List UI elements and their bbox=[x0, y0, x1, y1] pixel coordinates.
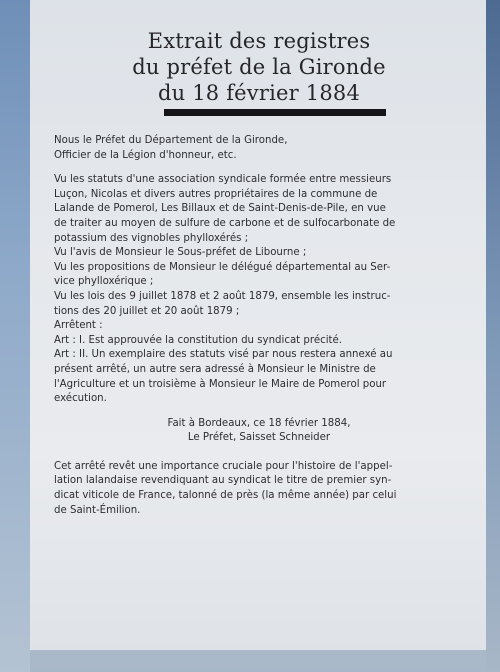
decree-line: tions des 20 juillet et 20 août 1879 ; bbox=[54, 305, 240, 317]
signature-block bbox=[54, 417, 464, 446]
conclusion-line: de Saint-Émilion. bbox=[54, 504, 141, 516]
document-title bbox=[54, 28, 464, 106]
decree-line: Vu les lois des 9 juillet 1878 et 2 août 1879, ensemble les instruc- bbox=[54, 290, 391, 302]
intro-line: Officier de la Légion d'honneur, etc. bbox=[54, 149, 237, 161]
conclusion-block bbox=[54, 460, 464, 518]
decree-line: présent arrêté, un autre sera adressé à Monsieur le Ministre de bbox=[54, 363, 376, 375]
decree-line: Vu les statuts d'une association syndicale formée entre messieurs bbox=[54, 174, 392, 186]
intro-line: Nous le Préfet du Département de la Gironde, bbox=[54, 135, 288, 146]
decree-line: Lalande de Pomerol, Les Billaux et de Saint-Denis-de-Pile, en vue bbox=[54, 203, 386, 215]
document-body bbox=[54, 134, 464, 518]
paragraph-gap bbox=[54, 163, 464, 173]
decree-block bbox=[54, 173, 464, 407]
signature-line: Le Préfet, Saisset Schneider bbox=[187, 432, 331, 444]
decree-line: exécution. bbox=[54, 393, 107, 405]
title-line: du 18 février 1884 bbox=[157, 81, 361, 105]
decree-line: Vu l'avis de Monsieur le Sous-préfet de Libourne ; bbox=[54, 247, 307, 259]
sky-background-right bbox=[486, 0, 500, 672]
decree-line: l'Agriculture et un troisième à Monsieur le Maire de Pomerol pour bbox=[54, 378, 387, 390]
conclusion-line: dicat viticole de France, talonné de près (la même année) par celui bbox=[54, 490, 397, 502]
conclusion-line: lation lalandaise revendiquant au syndicat le titre de premier syn- bbox=[54, 475, 392, 487]
title-line: Extrait des registres bbox=[147, 29, 371, 53]
decree-line: Vu les propositions de Monsieur le délégué départemental au Ser- bbox=[54, 261, 391, 273]
sky-background-left bbox=[0, 0, 30, 672]
title-line: du préfet de la Gironde bbox=[132, 55, 386, 79]
decree-line: Luçon, Nicolas et divers autres propriétaires de la commune de bbox=[54, 188, 378, 200]
decree-line: potassium des vignobles phylloxérés ; bbox=[54, 232, 249, 244]
decree-line: Art : II. Un exemplaire des statuts visé par nous restera annexé au bbox=[54, 349, 393, 361]
intro-block bbox=[54, 134, 464, 163]
decree-line: vice phylloxérique ; bbox=[54, 276, 154, 288]
conclusion-line: Cet arrêté revêt une importance cruciale pour l'histoire de l'appel- bbox=[54, 460, 393, 472]
signature-line: Fait à Bordeaux, ce 18 février 1884, bbox=[167, 417, 351, 429]
decree-line: Art : I. Est approuvée la constitution du syndicat précité. bbox=[54, 334, 343, 346]
decree-line: de traiter au moyen de sulfure de carbone et de sulfocarbonate de bbox=[54, 217, 396, 229]
document-panel bbox=[30, 0, 486, 650]
title-underline-rule bbox=[164, 109, 386, 116]
decree-line: Arrêtent : bbox=[54, 320, 103, 332]
